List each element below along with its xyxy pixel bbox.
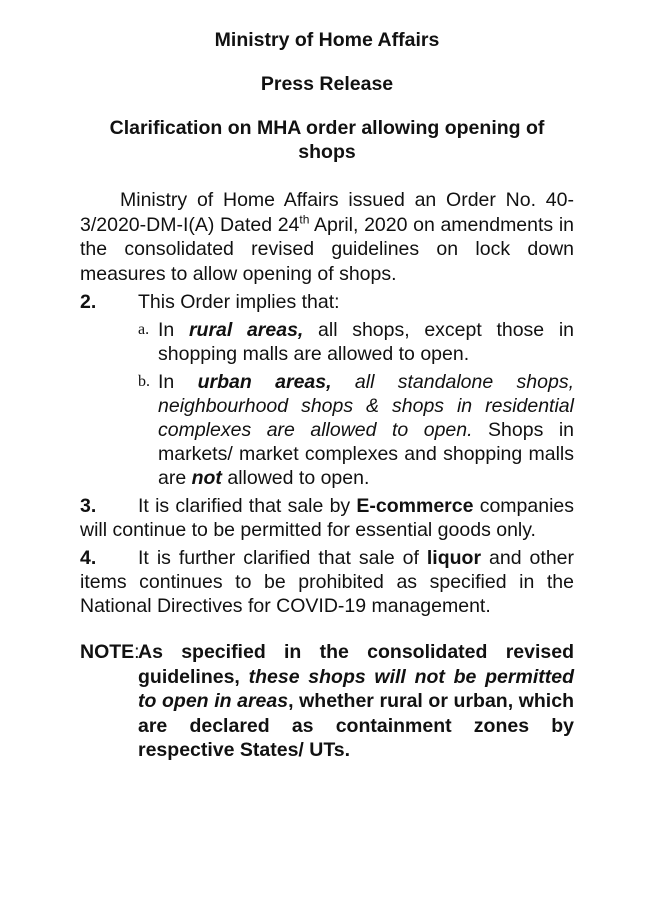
list-item-b-not: not [191, 467, 222, 489]
paragraph-3 [80, 494, 574, 542]
list-item-b-text-a: Shops in markets/ market complexes and shopping malls are [158, 419, 574, 489]
note-label-text: NOTE [80, 641, 135, 663]
paragraph-4-text-b: and other items continues to be prohibited as specified in the National Directives for COVID-19 management. [80, 547, 575, 617]
ministry-heading: Ministry of Home Affairs [214, 29, 440, 51]
note-text-a: As specified in the consolidated revised guidelines, [138, 641, 574, 688]
paragraph-2-number: 2. [80, 291, 97, 313]
paragraph-1-text-a: Ministry of Home Affairs issued an Order No. 40-3/2020-DM-I(A) Dated 24 [80, 189, 574, 236]
press-release-heading: Press Release [260, 73, 394, 95]
paragraph-3-text-b: companies will continue to be permitted for essential goods only. [80, 495, 575, 541]
list-item-a [80, 318, 574, 366]
paragraph-4-number: 4. [80, 547, 97, 569]
paragraph-1-superscript: th [299, 212, 310, 226]
paragraph-4 [80, 546, 574, 618]
paragraph-2 [80, 290, 574, 314]
paragraph-3-number: 3. [80, 495, 97, 517]
subject-heading: Clarification on MHA order allowing opening of shops [109, 117, 545, 163]
list-item-b-italic: all standalone shops, neighbourhood shops & shops in residential complexes are allowed to open. [158, 371, 574, 441]
list-item-b-emphasis: urban areas, [197, 371, 332, 393]
note-block [80, 640, 574, 763]
note-italic: these shops will not be permitted to open in areas [138, 665, 574, 712]
list-item-a-emphasis: rural areas, [188, 319, 304, 341]
list-item-b-letter: b. [138, 373, 150, 390]
paragraph-3-bold: E-commerce [356, 495, 474, 517]
paragraph-4-bold: liquor [426, 547, 482, 569]
note-text-b: , whether rural or urban, which are declared as containment zones by respective States/ UTs. [138, 690, 574, 761]
list-item-b [80, 370, 574, 490]
paragraph-2-list [80, 318, 574, 490]
list-item-a-text: all shops, except those in shopping malls are allowed to open. [158, 319, 575, 365]
list-item-a-letter: a. [138, 321, 150, 338]
note-label [80, 640, 140, 665]
list-item-b-lead: In [158, 371, 198, 393]
list-item-b-text-b: allowed to open. [221, 467, 370, 489]
note-label-colon: : [134, 641, 140, 663]
paragraph-1-text-b: April, 2020 on amendments in the consolidated revised guidelines on lock down measures to allow opening of shops. [80, 213, 574, 285]
paragraph-2-intro: This Order implies that: [138, 291, 340, 313]
paragraph-4-text-a: It is further clarified that sale of [138, 547, 427, 569]
list-item-a-lead: In [158, 319, 189, 341]
paragraph-1 [80, 188, 574, 286]
press-release-document [80, 22, 574, 763]
paragraph-3-text-a: It is clarified that sale by [138, 495, 357, 517]
